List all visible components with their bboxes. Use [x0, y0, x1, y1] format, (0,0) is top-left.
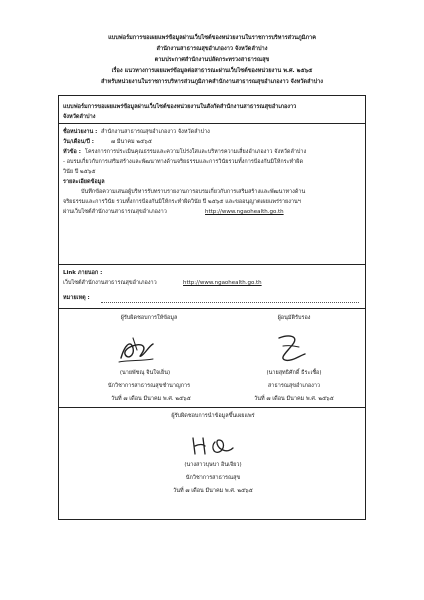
sig-bottom-position: นักวิชาการสาธารณสุข — [185, 475, 241, 481]
form-title — [59, 96, 365, 124]
agency-value: สำนักงานสาธารณสุขอำเภองาว จังหวัดลำปาง — [101, 129, 210, 135]
divider — [59, 308, 365, 309]
header-subject: เรื่อง แนวทางการเผยแพร่ข้อมูลต่อสาธารณะผ่านเว็บไซต์ของหน่วยงาน พ.ศ. ๒๕๖๕ — [111, 68, 313, 74]
sig-left-role: ผู้รับผิดชอบการให้ข้อมูล — [120, 315, 178, 321]
sig-bottom-role: ผู้รับผิดชอบการนำข้อมูลขึ้นเผยแพร่ — [171, 413, 255, 419]
details-line3: ผ่านเว็บไซต์สำนักงานสาธารณสุขอำเภองาว — [63, 209, 167, 215]
website-link[interactable]: http://www.ngaohealth.go.th — [183, 280, 262, 286]
topic-label: หัวข้อ : — [63, 149, 81, 155]
sig-left-position: นักวิชาการสาธารณสุขชำนาญการ — [107, 383, 191, 389]
sig-bottom-date: วันที่ ๗ เดือน มีนาคม พ.ศ. ๒๕๖๕ — [173, 488, 253, 494]
details-line1: บันทึกข้อความเสนอผู้บริหารรับทราบรายงานการอบรมเกี่ยวกับการเสริมสร้างและพัฒนาทางด้าน — [81, 189, 306, 195]
signature-bottom — [187, 432, 241, 460]
form-title-line1: แบบฟอร์มการขอเผยแพร่ข้อมูลผ่านเว็บไซต์ของหน่วยงานในสังกัดสำนักงานสาธารณสุขอำเภองาว — [63, 104, 297, 110]
topic-line2: - อบรมเกี่ยวกับการเสริมสร้างและพัฒนาทางด้านจริยธรรมและการวินัยรวมทั้งการป้องกันมิให้กระทำผิด — [63, 159, 304, 165]
sig-right-name: (นายสุทธิศักดิ์ ธีระเชื้อ) — [266, 370, 322, 376]
divider — [59, 264, 365, 265]
agency-label: ชื่อหน่วยงาน : — [63, 129, 98, 135]
divider — [59, 407, 365, 408]
signature-left — [113, 334, 163, 366]
header-title: แบบฟอร์มการขอเผยแพร่ข้อมูลผ่านเว็บไซต์ของหน่วยงานในราชการบริหารส่วนภูมิภาค — [108, 35, 316, 41]
sig-right-position: สาธารณสุขอำเภองาว — [267, 383, 321, 389]
details-link[interactable]: http://www.ngaohealth.go.th — [205, 209, 284, 215]
date-label: วัน/เดือน/ปี : — [63, 139, 94, 145]
sig-left-name: (นายพัชณุ จินใจเย็น) — [119, 370, 171, 376]
details-label: รายละเอียดข้อมูล — [63, 179, 105, 185]
sig-right-date: วันที่ ๗ เดือน มีนาคม พ.ศ. ๒๕๖๕ — [254, 396, 334, 402]
details-line2: จริยธรรมและการวินัย รวมทั้งการป้องกันมิให้กระทำผิดวินัย ปี ๒๕๖๕ และขออนุญาตเผยแพร่รายงานฯ — [63, 199, 301, 205]
form-box — [58, 95, 366, 520]
sig-left-date: วันที่ ๗ เดือน มีนาคม พ.ศ. ๒๕๖๕ — [111, 396, 191, 402]
remark-label: หมายเหตุ : — [63, 295, 90, 301]
header-office: สำนักงานสาธารณสุขอำเภองาว จังหวัดลำปาง — [156, 46, 268, 52]
sig-bottom-name: (นางสาวบุษบา อินเจียว) — [184, 462, 242, 468]
signature-right — [269, 332, 313, 366]
form-title-line2: จังหวัดลำปาง — [63, 114, 96, 120]
topic-value: โครงการการประเมินคุณธรรมและความโปร่งใสและบริหารความเสี่ยงอำเภองาว จังหวัดลำปาง — [85, 149, 307, 155]
header-announce: ตามประกาศสำนักงานปลัดกระทรวงสาธารณสุข — [154, 57, 270, 63]
topic-line3: วินัย ปี ๒๕๖๕ — [63, 169, 96, 175]
outlink-label: Link ภายนอก : — [63, 270, 103, 276]
remark-line — [101, 302, 359, 303]
website-label: เว็บไซต์สำนักงานสาธารณสุขอำเภองาว — [63, 280, 157, 286]
sig-right-role: ผู้อนุมัติรับรอง — [277, 315, 311, 321]
header-scope: สำหรับหน่วยงานในราชการบริหารส่วนภูมิภาคสำนักงานสาธารณสุขอำเภองาว จังหวัดลำปาง — [100, 79, 324, 85]
date-value: ๗ มีนาคม ๒๕๖๕ — [111, 139, 152, 145]
